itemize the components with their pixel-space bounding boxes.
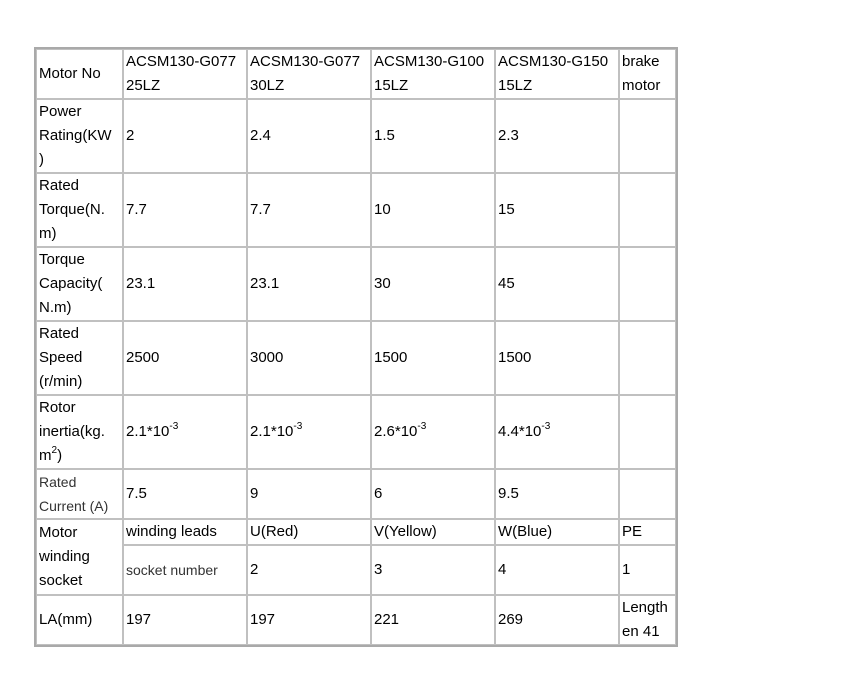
motor-no-label: Motor No — [36, 49, 123, 99]
value-cell: W(Blue) — [495, 519, 619, 545]
row-label: Rated Speed (r/min) — [36, 321, 123, 395]
winding-leads-row — [36, 519, 676, 545]
row-label: Rated Torque(N. m) — [36, 173, 123, 247]
value-cell: 1.5 — [371, 99, 495, 173]
value-cell: Length en 41 — [619, 595, 676, 645]
value-cell: $2.1*10^{-3}$ — [247, 395, 371, 469]
value-cell: $2.1*10^{-3}$ — [123, 395, 247, 469]
rated-torque-row — [36, 173, 676, 247]
value-cell: 30 — [371, 247, 495, 321]
value-cell: 23.1 — [123, 247, 247, 321]
row-label: Rated Current (A) — [36, 469, 123, 519]
value-cell: 7.5 — [123, 469, 247, 519]
value-cell: 6 — [371, 469, 495, 519]
value-cell: 1500 — [371, 321, 495, 395]
value-cell: 9.5 — [495, 469, 619, 519]
model-cell: ACSM130-G077 25LZ — [123, 49, 247, 99]
rotor-inertia-row — [36, 395, 676, 469]
power-rating-row — [36, 99, 676, 173]
value-cell: 7.7 — [247, 173, 371, 247]
value-cell — [619, 321, 676, 395]
la-row — [36, 595, 676, 645]
value-cell — [619, 469, 676, 519]
socket-number-row — [36, 545, 676, 595]
rated-speed-row — [36, 321, 676, 395]
row-label: Motor winding socket — [36, 519, 123, 595]
row-label: Rotor inertia(kg. $m^2$) — [36, 395, 123, 469]
value-cell: $4.4*10^{-3}$ — [495, 395, 619, 469]
value-cell — [619, 99, 676, 173]
value-cell: 15 — [495, 173, 619, 247]
value-cell — [619, 247, 676, 321]
value-cell: 1 — [619, 545, 676, 595]
value-cell: socket number — [123, 545, 247, 595]
value-cell: 1500 — [495, 321, 619, 395]
value-cell: 269 — [495, 595, 619, 645]
value-cell: winding leads — [123, 519, 247, 545]
torque-capacity-row — [36, 247, 676, 321]
value-cell: 3000 — [247, 321, 371, 395]
value-cell: $2.6*10^{-3}$ — [371, 395, 495, 469]
value-cell — [619, 395, 676, 469]
value-cell: 45 — [495, 247, 619, 321]
header-row — [36, 49, 676, 99]
value-cell: U(Red) — [247, 519, 371, 545]
model-cell: ACSM130-G077 30LZ — [247, 49, 371, 99]
motor-spec-table — [34, 47, 678, 647]
value-cell: 2 — [123, 99, 247, 173]
value-cell: 197 — [247, 595, 371, 645]
value-cell: 7.7 — [123, 173, 247, 247]
brake-motor-cell: brake motor — [619, 49, 676, 99]
value-cell: 197 — [123, 595, 247, 645]
model-cell: ACSM130-G100 15LZ — [371, 49, 495, 99]
value-cell — [619, 173, 676, 247]
model-cell: ACSM130-G150 15LZ — [495, 49, 619, 99]
row-label: Torque Capacity( N.m) — [36, 247, 123, 321]
value-cell: 23.1 — [247, 247, 371, 321]
value-cell: 221 — [371, 595, 495, 645]
value-cell: 2 — [247, 545, 371, 595]
row-label: Power Rating(KW ) — [36, 99, 123, 173]
value-cell: 3 — [371, 545, 495, 595]
value-cell: 9 — [247, 469, 371, 519]
value-cell: 2.4 — [247, 99, 371, 173]
value-cell: 2.3 — [495, 99, 619, 173]
value-cell: V(Yellow) — [371, 519, 495, 545]
value-cell: 4 — [495, 545, 619, 595]
value-cell: 10 — [371, 173, 495, 247]
rated-current-row — [36, 469, 676, 519]
value-cell: 2500 — [123, 321, 247, 395]
value-cell: PE — [619, 519, 676, 545]
row-label: LA(mm) — [36, 595, 123, 645]
